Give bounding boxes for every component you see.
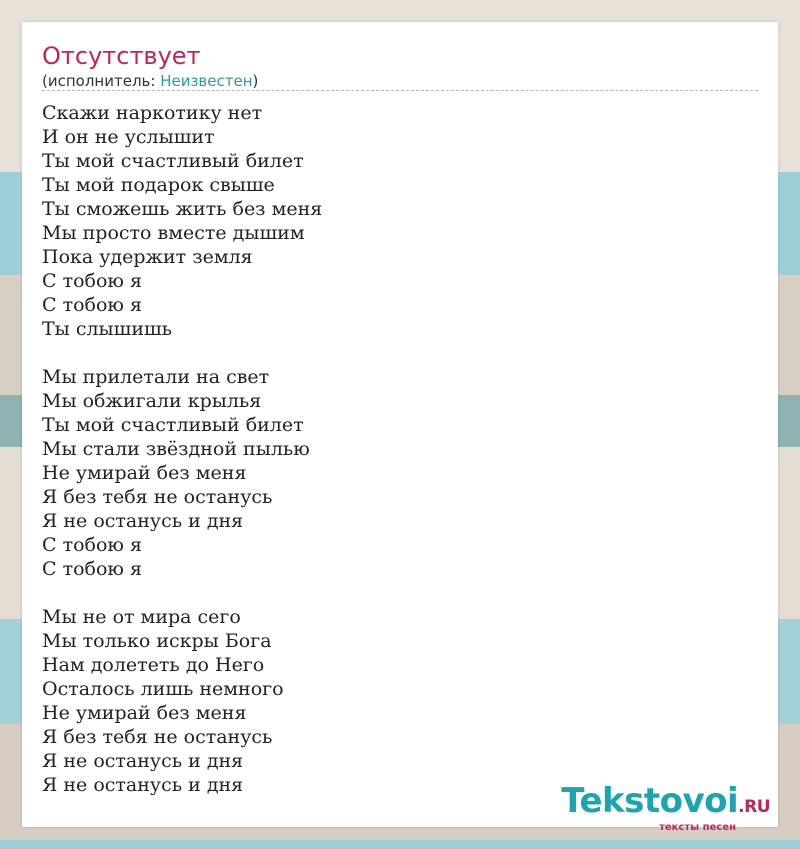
lyric-line: Я без тебя не останусь — [42, 726, 273, 748]
stanza-gap — [42, 581, 322, 605]
logo-wordmark — [561, 781, 770, 824]
logo-domain: .RU — [738, 797, 770, 817]
site-logo[interactable] — [561, 781, 770, 833]
lyric-line: Ты мой счастливый билет — [42, 414, 304, 436]
lyrics-text — [42, 101, 322, 797]
lyrics-card — [22, 22, 778, 833]
lyric-line: Нам долететь до Него — [42, 654, 265, 676]
lyric-line: С тобою я — [42, 294, 142, 316]
lyric-line: С тобою я — [42, 534, 142, 556]
lyric-line: Мы просто вместе дышим — [42, 222, 305, 244]
lyric-line: Мы обжигали крылья — [42, 390, 262, 412]
lyric-line: Мы не от мира сего — [42, 606, 241, 628]
lyric-line: Пока удержит земля — [42, 246, 253, 268]
logo-name: Tekstovoi — [561, 781, 739, 821]
lyric-line: Я не останусь и дня — [42, 510, 244, 532]
lyric-line: Я не останусь и дня — [42, 750, 244, 772]
lyric-line: Мы прилетали на свет — [42, 366, 270, 388]
lyric-line: Я не останусь и дня — [42, 774, 244, 796]
lyric-line: Ты мой подарок свыше — [42, 174, 275, 196]
logo-tagline: тексты песен — [659, 822, 736, 833]
lyric-line: Скажи наркотику нет — [42, 102, 263, 124]
stanza-gap — [42, 341, 322, 365]
lyric-line: Ты слышишь — [42, 318, 173, 340]
lyric-line: Не умирай без меня — [42, 462, 247, 484]
background-stripe — [0, 840, 800, 849]
song-title: Отсутствует — [42, 42, 201, 70]
lyric-line: Мы стали звёздной пылью — [42, 438, 310, 460]
lyric-line: Осталось лишь немного — [42, 678, 284, 700]
lyric-line: Ты мой счастливый билет — [42, 150, 304, 172]
lyric-line: С тобою я — [42, 558, 142, 580]
lyric-line: И он не услышит — [42, 126, 215, 148]
artist-suffix: ) — [252, 72, 259, 90]
lyric-line: Мы только искры Бога — [42, 630, 272, 652]
lyric-line: Ты сможешь жить без меня — [42, 198, 323, 220]
divider — [42, 90, 758, 91]
lyric-line: Не умирай без меня — [42, 702, 247, 724]
lyric-line: С тобою я — [42, 270, 142, 292]
artist-prefix: (исполнитель: — [42, 72, 161, 90]
artist-link[interactable]: Неизвестен — [160, 72, 253, 90]
artist-line — [42, 72, 258, 90]
lyric-line: Я без тебя не останусь — [42, 486, 273, 508]
